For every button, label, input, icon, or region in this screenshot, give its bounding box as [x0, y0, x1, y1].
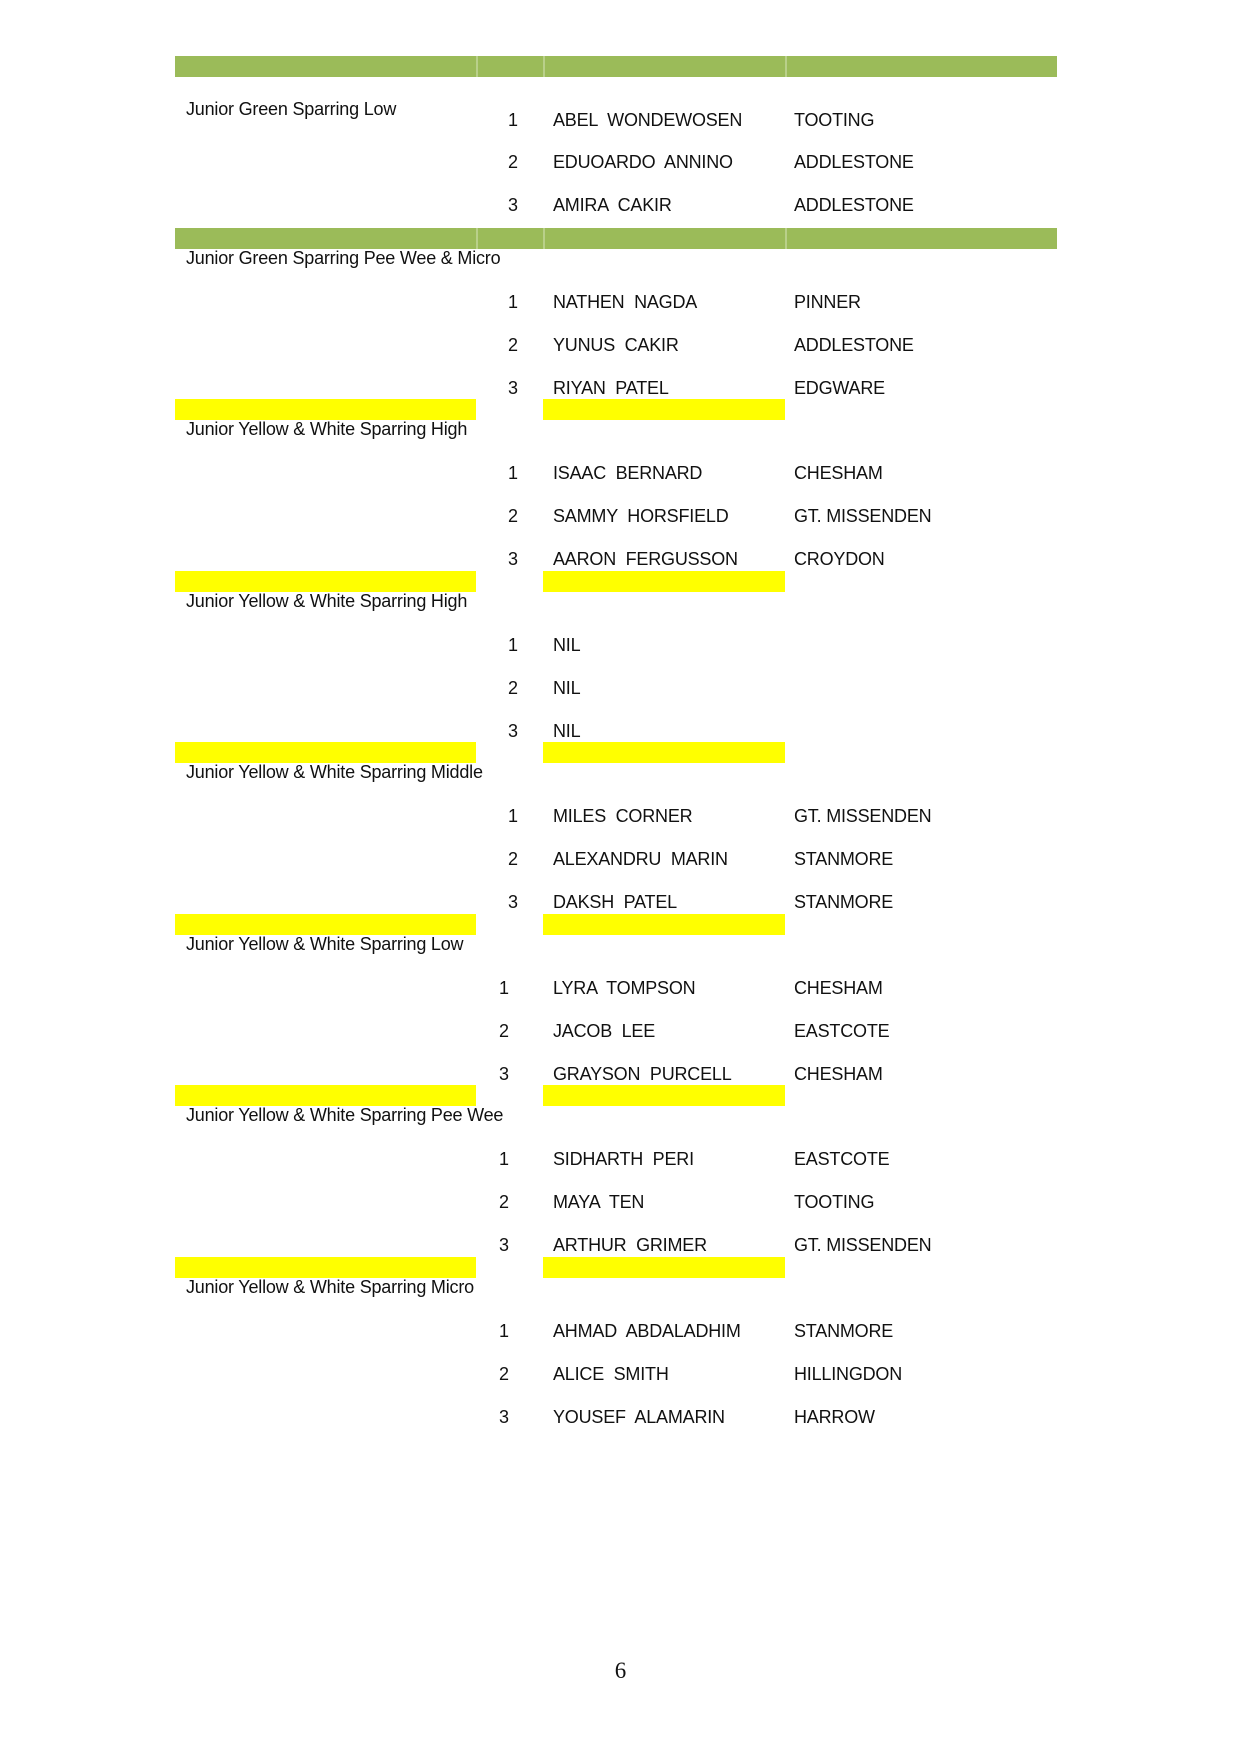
name-highlight-bar [543, 742, 785, 763]
club-name: ADDLESTONE [794, 152, 914, 172]
name-highlight-bar [543, 1085, 785, 1106]
club-name: GT. MISSENDEN [794, 1235, 932, 1255]
place-number: 1 [508, 463, 518, 483]
place-number: 3 [508, 549, 518, 569]
club-name: ADDLESTONE [794, 195, 914, 215]
place-number: 1 [508, 292, 518, 312]
club-name: ADDLESTONE [794, 335, 914, 355]
competitor-name: ALICE SMITH [553, 1364, 669, 1384]
club-name: CHESHAM [794, 978, 883, 998]
column-divider [543, 56, 545, 77]
category-label: Junior Yellow & White Sparring Pee Wee [186, 1105, 504, 1125]
column-divider [476, 56, 478, 77]
competitor-name: ALEXANDRU MARIN [553, 849, 728, 869]
competitor-name: MILES CORNER [553, 806, 693, 826]
category-highlight-bar [175, 914, 476, 935]
competitor-name: GRAYSON PURCELL [553, 1064, 732, 1084]
category-label: Junior Yellow & White Sparring Micro [186, 1277, 474, 1297]
category-header-bar [175, 228, 1057, 249]
column-divider [543, 228, 545, 249]
place-number: 3 [499, 1235, 509, 1255]
place-number: 3 [499, 1064, 509, 1084]
category-header-bar [175, 56, 1057, 77]
name-highlight-bar [543, 914, 785, 935]
competitor-name: NATHEN NAGDA [553, 292, 698, 312]
competitor-name: ISAAC BERNARD [553, 463, 703, 483]
competitor-name: NIL [553, 721, 581, 741]
club-name: STANMORE [794, 1321, 894, 1341]
competitor-name: AARON FERGUSSON [553, 549, 738, 569]
place-number: 3 [508, 195, 518, 215]
competitor-name: YOUSEF ALAMARIN [553, 1407, 725, 1427]
competitor-name: ABEL WONDEWOSEN [553, 110, 743, 130]
category-label: Junior Yellow & White Sparring Middle [186, 762, 483, 782]
column-divider [476, 228, 478, 249]
place-number: 2 [508, 335, 518, 355]
place-number: 3 [508, 378, 518, 398]
competitor-name: MAYA TEN [553, 1192, 645, 1212]
category-highlight-bar [175, 742, 476, 763]
place-number: 1 [508, 110, 518, 130]
category-label: Junior Green Sparring Low [186, 99, 397, 119]
competitor-name: JACOB LEE [553, 1021, 656, 1041]
place-number: 2 [508, 678, 518, 698]
club-name: CROYDON [794, 549, 885, 569]
competitor-name: LYRA TOMPSON [553, 978, 696, 998]
club-name: GT. MISSENDEN [794, 506, 932, 526]
place-number: 1 [499, 978, 509, 998]
club-name: HILLINGDON [794, 1364, 903, 1384]
club-name: PINNER [794, 292, 861, 312]
club-name: STANMORE [794, 849, 894, 869]
competitor-name: NIL [553, 635, 581, 655]
club-name: TOOTING [794, 110, 875, 130]
column-divider [785, 228, 787, 249]
category-label: Junior Yellow & White Sparring Low [186, 934, 464, 954]
competitor-name: EDUOARDO ANNINO [553, 152, 733, 172]
category-label: Junior Green Sparring Pee Wee & Micro [186, 248, 501, 268]
place-number: 1 [499, 1149, 509, 1169]
place-number: 2 [499, 1364, 509, 1384]
competitor-name: AMIRA CAKIR [553, 195, 672, 215]
club-name: TOOTING [794, 1192, 875, 1212]
category-highlight-bar [175, 399, 476, 420]
club-name: HARROW [794, 1407, 875, 1427]
club-name: CHESHAM [794, 463, 883, 483]
place-number: 2 [508, 152, 518, 172]
place-number: 1 [508, 635, 518, 655]
category-highlight-bar [175, 1257, 476, 1278]
place-number: 2 [499, 1021, 509, 1041]
place-number: 2 [508, 506, 518, 526]
place-number: 3 [499, 1407, 509, 1427]
place-number: 1 [499, 1321, 509, 1341]
competitor-name: NIL [553, 678, 581, 698]
place-number: 2 [508, 849, 518, 869]
name-highlight-bar [543, 571, 785, 592]
category-label: Junior Yellow & White Sparring High [186, 419, 468, 439]
club-name: EASTCOTE [794, 1021, 890, 1041]
place-number: 1 [508, 806, 518, 826]
place-number: 3 [508, 892, 518, 912]
club-name: STANMORE [794, 892, 894, 912]
competitor-name: AHMAD ABDALADHIM [553, 1321, 741, 1341]
name-highlight-bar [543, 399, 785, 420]
competitor-name: SAMMY HORSFIELD [553, 506, 729, 526]
place-number: 2 [499, 1192, 509, 1212]
page-number: 6 [614, 1658, 627, 1683]
competitor-name: DAKSH PATEL [553, 892, 677, 912]
place-number: 3 [508, 721, 518, 741]
competitor-name: ARTHUR GRIMER [553, 1235, 707, 1255]
category-highlight-bar [175, 571, 476, 592]
name-highlight-bar [543, 1257, 785, 1278]
category-label: Junior Yellow & White Sparring High [186, 591, 468, 611]
category-highlight-bar [175, 1085, 476, 1106]
club-name: CHESHAM [794, 1064, 883, 1084]
club-name: EASTCOTE [794, 1149, 890, 1169]
competitor-name: YUNUS CAKIR [553, 335, 679, 355]
competitor-name: SIDHARTH PERI [553, 1149, 694, 1169]
column-divider [785, 56, 787, 77]
club-name: EDGWARE [794, 378, 885, 398]
club-name: GT. MISSENDEN [794, 806, 932, 826]
competitor-name: RIYAN PATEL [553, 378, 669, 398]
